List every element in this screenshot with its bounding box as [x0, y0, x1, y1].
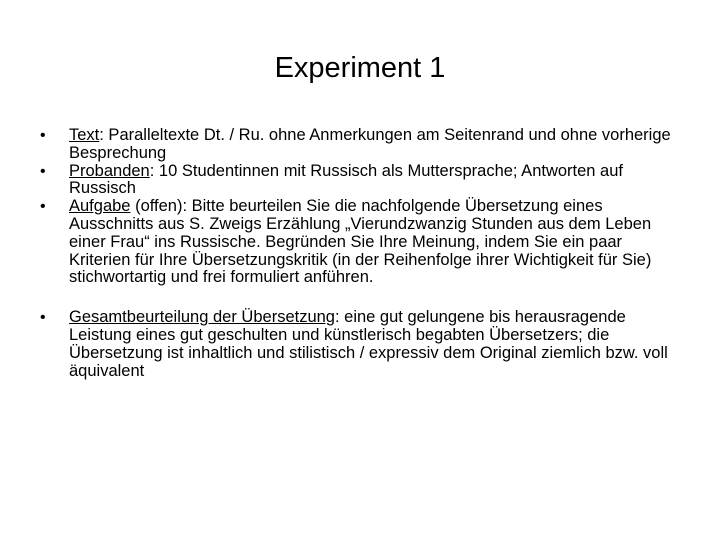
slide-title: Experiment 1 [274, 52, 446, 84]
bullet-list [40, 127, 680, 380]
bullet-item-gesamtbeurteilung [40, 309, 680, 380]
bullet-icon: • [40, 198, 46, 216]
bullet-term: Gesamtbeurteilung der Übersetzung [69, 308, 335, 327]
bullet-body: : 10 Studentinnen mit Russisch als Muttersprache; Antworten auf Russisch [69, 161, 623, 198]
bullet-item-probanden [40, 163, 680, 199]
bullet-item-aufgabe [40, 198, 680, 287]
bullet-term: Probanden [69, 161, 150, 180]
bullet-body: : Paralleltexte Dt. / Ru. ohne Anmerkungen am Seitenrand und ohne vorherige Besprechung [69, 126, 671, 162]
bullet-term: Text [69, 126, 100, 144]
bullet-term: Aufgabe [69, 197, 131, 216]
bullet-body: (offen): Bitte beurteilen Sie die nachfolgende Übersetzung eines Ausschnitts aus S. Zweigs Erzählung „Vierundzwanzig Stunden aus dem Leben einer Frau“ ins Russische. Begründen Sie Ihre Meinung, indem Sie ein paar Kriterien für Ihre Übersetzungskritik (in der Reihenfolge ihrer Wichtigkeit für Sie) stichwortartig und frei formuliert anführen. [69, 197, 652, 287]
bullet-body: : eine gut gelungene bis herausragende Leistung eines gut geschulten und künstlerisch begabten Übersetzers; die Übersetzung ist inhaltlich und stilistisch / expressiv dem Original ziemlich bzw. voll äquivalent [69, 308, 668, 380]
bullet-icon: • [40, 127, 46, 144]
bullet-item-text [40, 127, 680, 163]
bullet-icon: • [40, 309, 46, 327]
bullet-icon: • [40, 162, 46, 180]
